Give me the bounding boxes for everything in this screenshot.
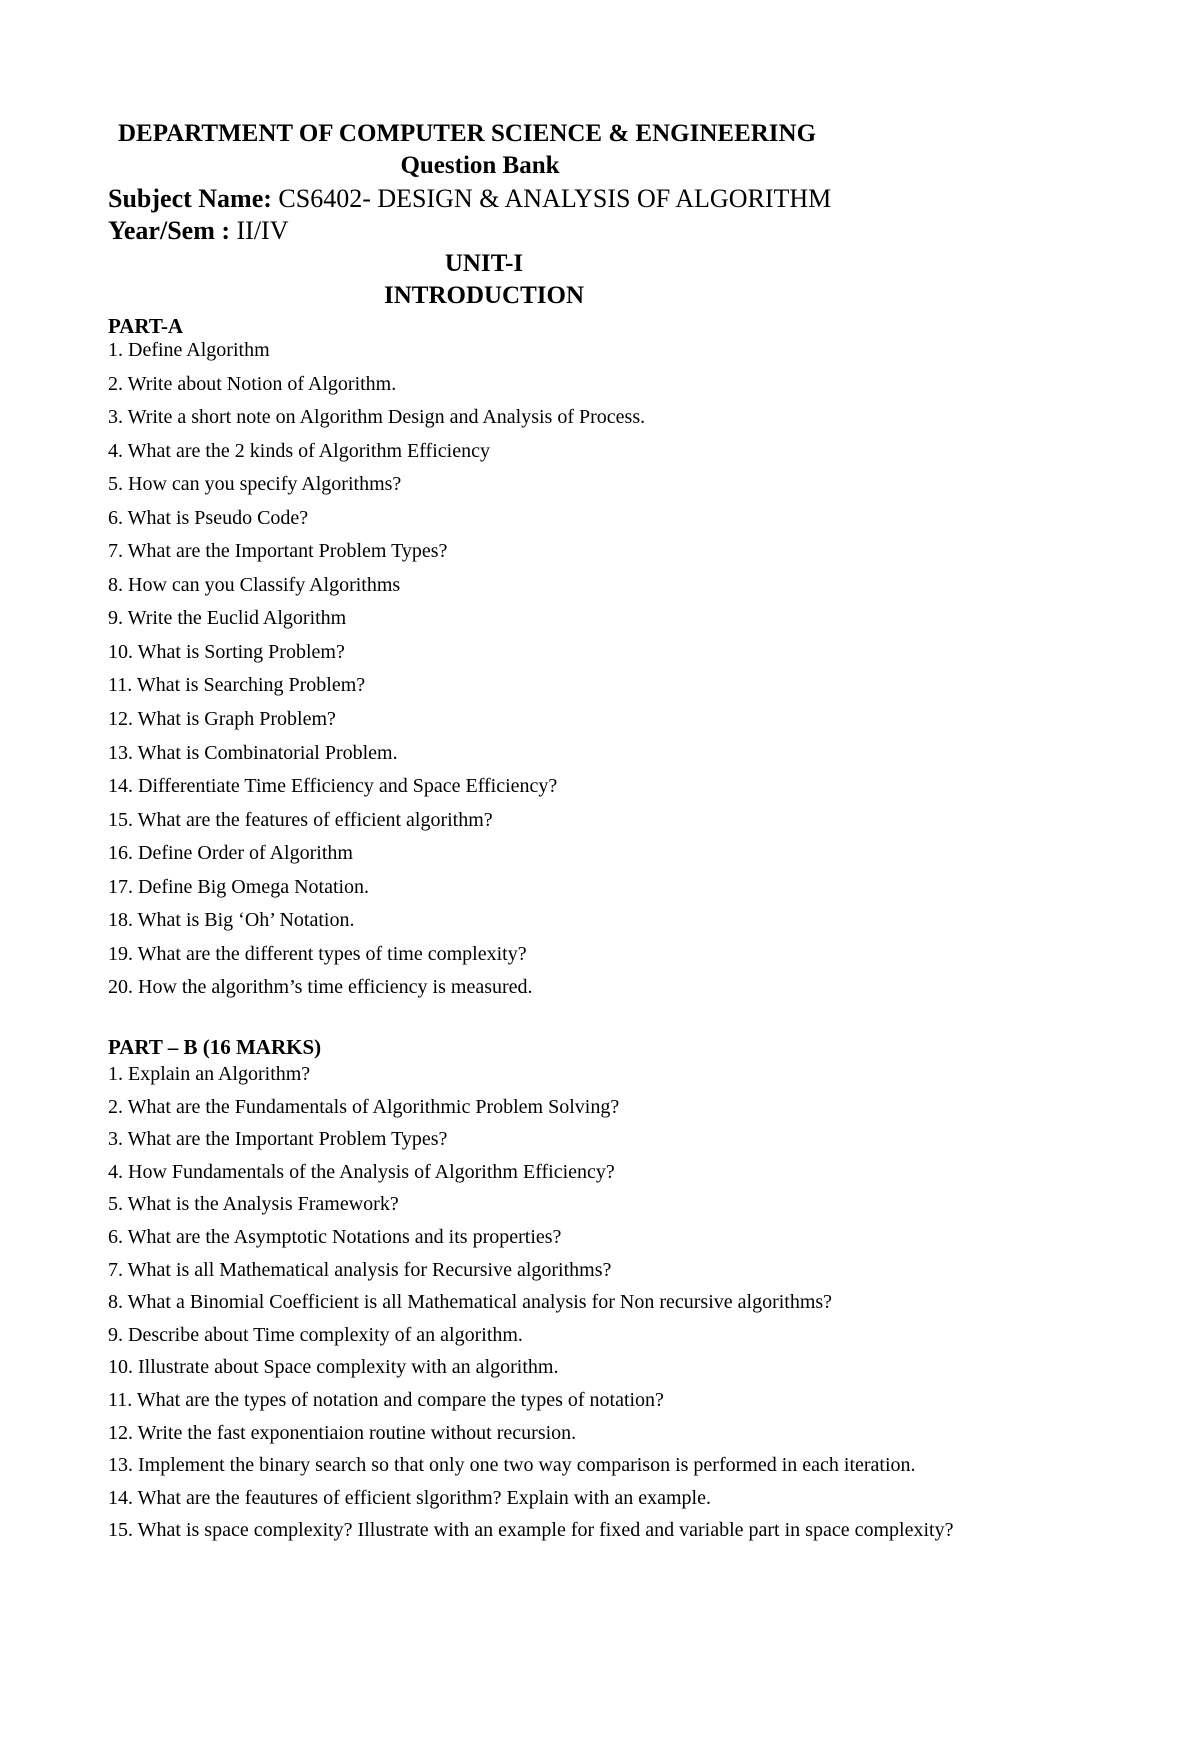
question-item: 5. What is the Analysis Framework? (108, 1193, 399, 1216)
part-a-question-list (108, 340, 645, 1011)
question-item: 9. Write the Euclid Algorithm (108, 607, 347, 630)
year-sem-line (108, 216, 289, 246)
question-item: 15. What are the features of efficient algorithm? (108, 808, 493, 831)
year-sem-value: II/IV (236, 216, 289, 245)
year-sem-label: Year/Sem : (108, 216, 231, 245)
question-item: 8. How can you Classify Algorithms (108, 573, 401, 596)
question-item: 4. How Fundamentals of the Analysis of Algorithm Efficiency? (108, 1160, 615, 1183)
part-b-question-list (108, 1064, 953, 1553)
question-item: 1. Define Algorithm (108, 339, 270, 361)
question-item: 7. What are the Important Problem Types? (108, 540, 448, 563)
question-item: 2. What are the Fundamentals of Algorithmic Problem Solving? (108, 1095, 620, 1118)
part-a-heading: PART-A (108, 314, 184, 338)
question-item: 11. What are the types of notation and compare the types of notation? (108, 1388, 664, 1411)
question-item: 5. How can you specify Algorithms? (108, 473, 402, 496)
question-item: 6. What is Pseudo Code? (108, 506, 309, 529)
subject-line (108, 184, 831, 214)
subject-value: CS6402- DESIGN & ANALYSIS OF ALGORITHM (278, 184, 832, 213)
unit-number: UNIT-I (444, 250, 524, 277)
question-item: 16. Define Order of Algorithm (108, 842, 353, 865)
question-item: 9. Describe about Time complexity of an algorithm. (108, 1323, 523, 1346)
question-item: 17. Define Big Omega Notation. (108, 875, 370, 898)
question-item: 12. Write the fast exponentiaion routine without recursion. (108, 1421, 577, 1444)
question-item: 13. What is Combinatorial Problem. (108, 741, 398, 764)
question-item: 8. What a Binomial Coefficient is all Mathematical analysis for Non recursive algorithms? (108, 1291, 833, 1314)
question-item: 13. Implement the binary search so that only one two way comparison is performed in each iteration. (108, 1454, 916, 1477)
document-type: Question Bank (400, 152, 560, 179)
question-item: 3. Write a short note on Algorithm Design and Analysis of Process. (108, 406, 646, 429)
question-item: 3. What are the Important Problem Types? (108, 1128, 448, 1151)
question-item: 6. What are the Asymptotic Notations and its properties? (108, 1225, 562, 1248)
subject-label: Subject Name: (108, 184, 272, 213)
department-title: DEPARTMENT OF COMPUTER SCIENCE & ENGINEERING (118, 120, 817, 147)
question-item: 12. What is Graph Problem? (108, 708, 336, 731)
question-item: 7. What is all Mathematical analysis for Recursive algorithms? (108, 1258, 612, 1281)
question-item: 1. Explain an Algorithm? (108, 1063, 311, 1085)
question-item: 10. What is Sorting Problem? (108, 640, 345, 663)
question-item: 15. What is space complexity? Illustrate with an example for fixed and variable part in space complexity? (108, 1519, 954, 1542)
question-item: 4. What are the 2 kinds of Algorithm Efficiency (108, 439, 490, 462)
question-item: 11. What is Searching Problem? (108, 674, 366, 697)
question-item: 2. Write about Notion of Algorithm. (108, 372, 397, 395)
question-item: 10. Illustrate about Space complexity with an algorithm. (108, 1356, 559, 1379)
unit-title: INTRODUCTION (383, 282, 585, 309)
question-item: 20. How the algorithm’s time efficiency is measured. (108, 976, 533, 999)
part-b-heading: PART – B (16 MARKS) (108, 1035, 322, 1059)
question-item: 19. What are the different types of time complexity? (108, 942, 527, 965)
question-item: 14. What are the feautures of efficient slgorithm? Explain with an example. (108, 1486, 711, 1509)
question-item: 18. What is Big ‘Oh’ Notation. (108, 909, 355, 932)
question-item: 14. Differentiate Time Efficiency and Space Efficiency? (108, 775, 558, 798)
